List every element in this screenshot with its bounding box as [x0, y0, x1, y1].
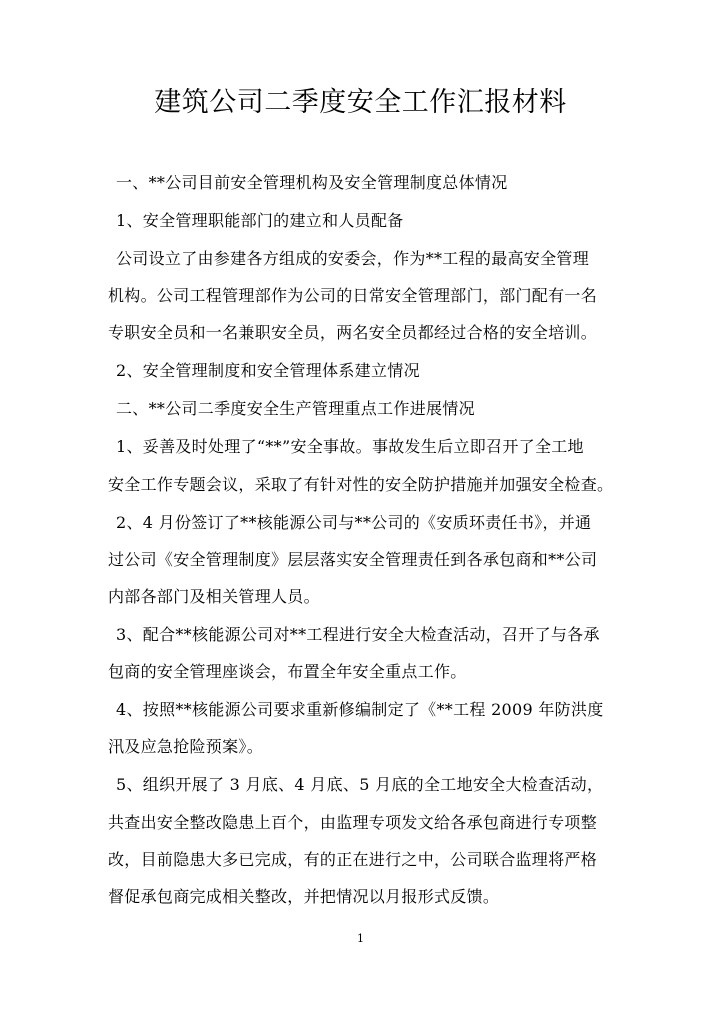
paragraph-line: 3、配合**核能源公司对**工程进行安全大检查活动，召开了与各承	[116, 625, 600, 644]
subsection-heading-1-2: 2、安全管理制度和安全管理体系建立情况	[116, 361, 420, 380]
paragraph-line: 专职安全员和一名兼职安全员，两名安全员都经过合格的安全培训。	[108, 323, 598, 342]
subsection-heading-1-1: 1、安全管理职能部门的建立和人员配备	[116, 211, 404, 230]
paragraph-line: 过公司《安全管理制度》层层落实安全管理责任到各承包商和**公司	[108, 550, 598, 569]
paragraph-line: 1、妥善及时处理了“**”安全事故。事故发生后立即召开了全工地	[116, 437, 584, 456]
document-title: 建筑公司二季度安全工作汇报材料	[154, 87, 567, 118]
section-heading-2: 二、**公司二季度安全生产管理重点工作进展情况	[116, 399, 475, 418]
paragraph-line: 机构。公司工程管理部作为公司的日常安全管理部门，部门配有一名	[108, 286, 598, 305]
paragraph-line: 内部各部门及相关管理人员。	[108, 587, 320, 606]
paragraph-line: 5、组织开展了 3 月底、4 月底、5 月底的全工地安全大检查活动，	[116, 775, 604, 794]
paragraph-line: 包商的安全管理座谈会，布置全年安全重点工作。	[108, 662, 467, 681]
paragraph-line: 公司设立了由参建各方组成的安委会，作为**工程的最高安全管理	[116, 249, 590, 268]
paragraph-line: 共查出安全整改隐患上百个，由监理专项发文给各承包商进行专项整	[108, 813, 598, 832]
paragraph-line: 2、4 月份签订了**核能源公司与**公司的《安质环责任书》，并通	[116, 513, 592, 532]
paragraph-line: 汛及应急抢险预案》。	[108, 737, 264, 756]
paragraph-line: 安全工作专题会议，采取了有针对性的安全防护措施并加强安全检查。	[108, 475, 614, 494]
paragraph-line: 改，目前隐患大多已完成，有的正在进行之中，公司联合监理将严格	[108, 850, 598, 869]
paragraph-line: 督促承包商完成相关整改，并把情况以月报形式反馈。	[108, 887, 500, 906]
page-number: 1	[357, 932, 364, 945]
paragraph-line: 4、按照**核能源公司要求重新修编制定了《**工程 2009 年防洪度	[116, 700, 604, 719]
section-heading-1: 一、**公司目前安全管理机构及安全管理制度总体情况	[116, 173, 508, 192]
